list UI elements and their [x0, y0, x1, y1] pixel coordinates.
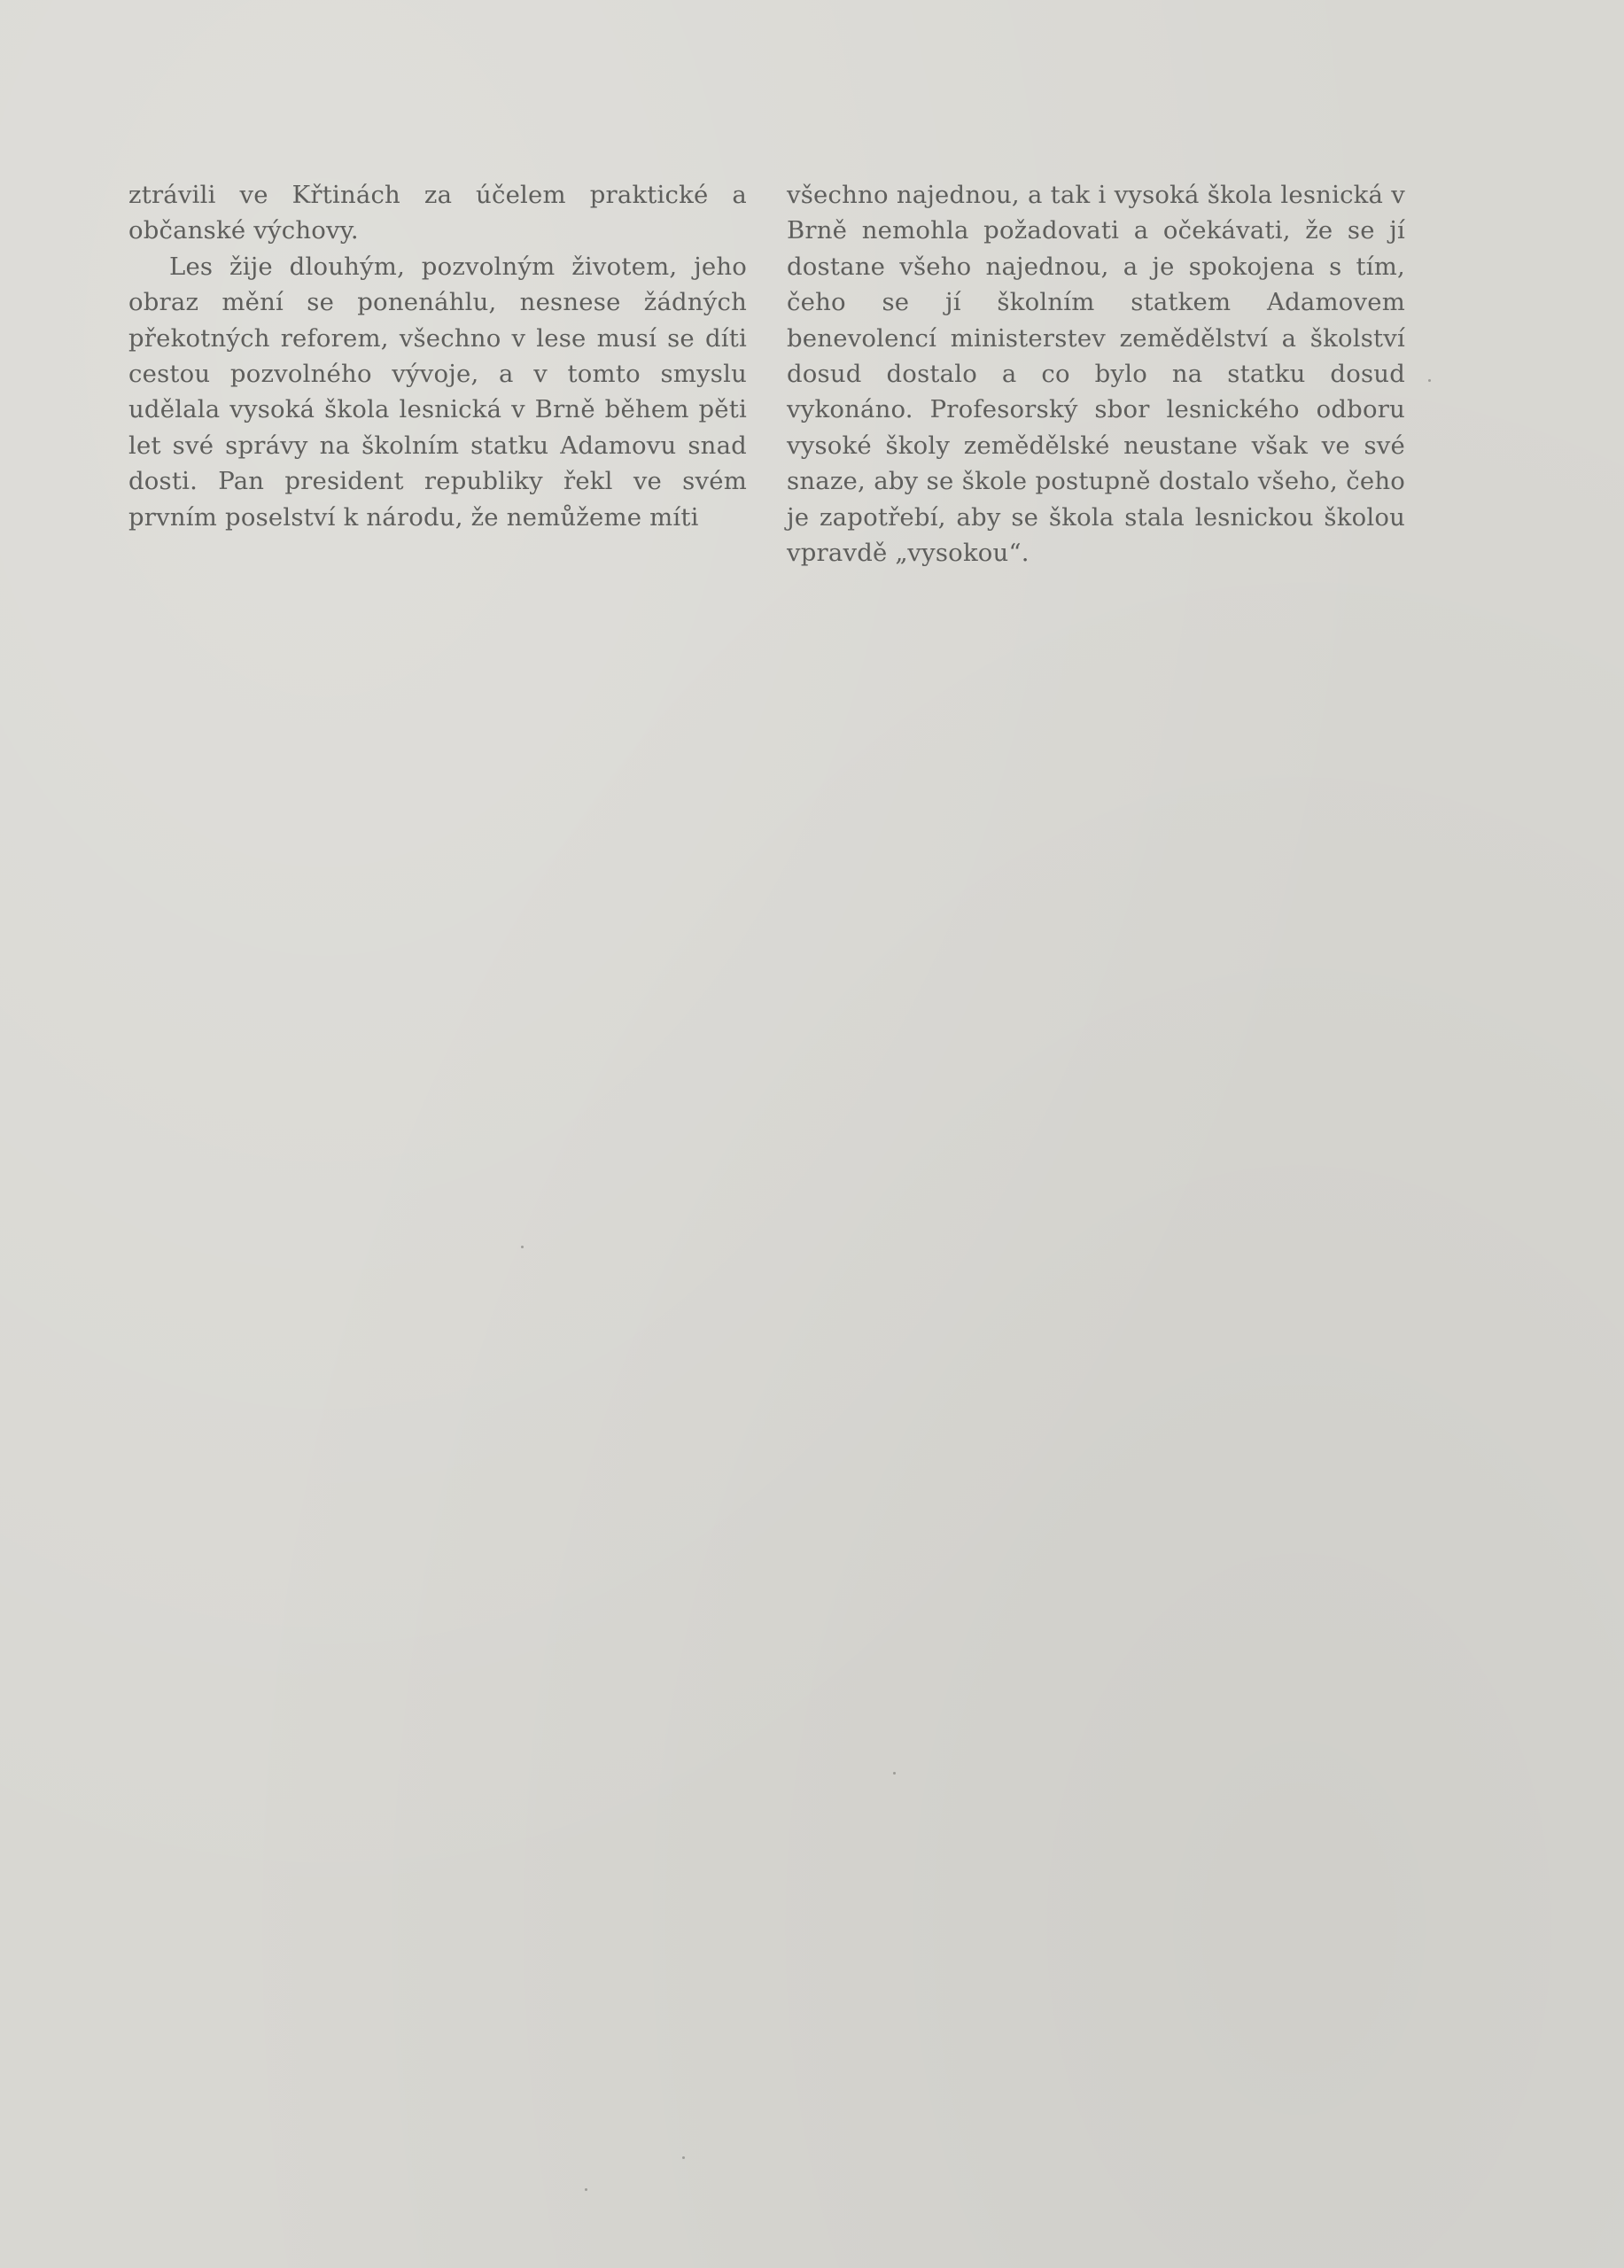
- paper-speck: [1428, 379, 1431, 382]
- left-text-column: [128, 177, 747, 535]
- right-paragraph-1: všechno najednou, a tak i vysoká škola lesnická v Brně nemohla požadovati a očekávati, že se jí dostane všeho najednou, a je spokojena s tím, čeho se jí školním statkem Adamovem benevolencí ministerstev zemědělství a školství dosud dostalo a co bylo na statku dosud vykonáno. Profesorský sbor lesnického odboru vysoké školy zemědělské neustane však ve své snaze, aby se škole postupně dostalo všeho, čeho je zapotřebí, aby se škola stala lesnickou školou vpravdě „vysokou“.: [787, 181, 1405, 568]
- paper-speck: [682, 2156, 685, 2159]
- paper-speck: [521, 1246, 524, 1248]
- right-text-column: [787, 177, 1405, 571]
- paper-speck: [893, 1772, 896, 1775]
- left-paragraph-2: Les žije dlouhým, pozvolným životem, jeho obraz mění se ponenáhlu, nesnese žádných překotných reforem, všechno v lese musí se díti cestou pozvolného vývoje, a v tomto smyslu udělala vysoká škola lesnická v Brně během pěti let své správy na školním statku Adamovu snad dosti. Pan president republiky řekl ve svém prvním poselství k národu, že nemůžeme míti: [128, 252, 747, 532]
- paper-speck: [585, 2188, 587, 2191]
- left-paragraph-1: ztrávili ve Křtinách za účelem praktické a občanské výchovy.: [128, 181, 747, 245]
